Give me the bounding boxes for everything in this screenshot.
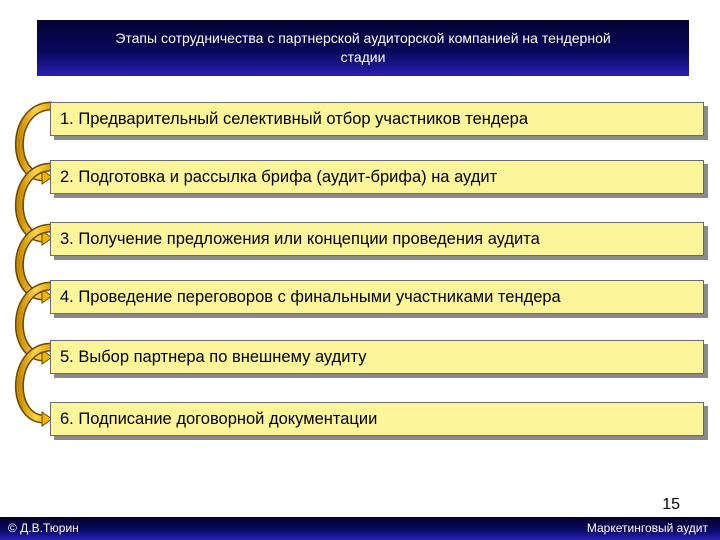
footer-course: Маркетинговый аудит [586,521,708,535]
step-6-label: 6. Подписание договорной документации [60,409,378,428]
slide-title-line-2: стадии [340,49,386,65]
slide-title-line-1: Этапы сотрудничества с партнерской аудиторской компанией на тендерной [115,30,611,46]
step-3-label: 3. Получение предложения или концепции проведения аудита [60,229,540,248]
step-1 [50,102,704,136]
step-5-label: 5. Выбор партнера по внешнему аудиту [60,347,367,366]
step-4-label: 4. Проведение переговоров с финальными участниками тендера [60,287,561,306]
step-5 [50,340,704,374]
step-6 [50,402,704,436]
step-2 [50,160,704,194]
step-2-label: 2. Подготовка и рассылка брифа (аудит-брифа) на аудит [60,167,498,186]
page-number: 15 [662,496,680,513]
footer-author: © Д.В.Тюрин [8,521,79,535]
step-4 [50,280,704,314]
step-3 [50,222,704,256]
step-1-label: 1. Предварительный селективный отбор участников тендера [60,109,529,128]
